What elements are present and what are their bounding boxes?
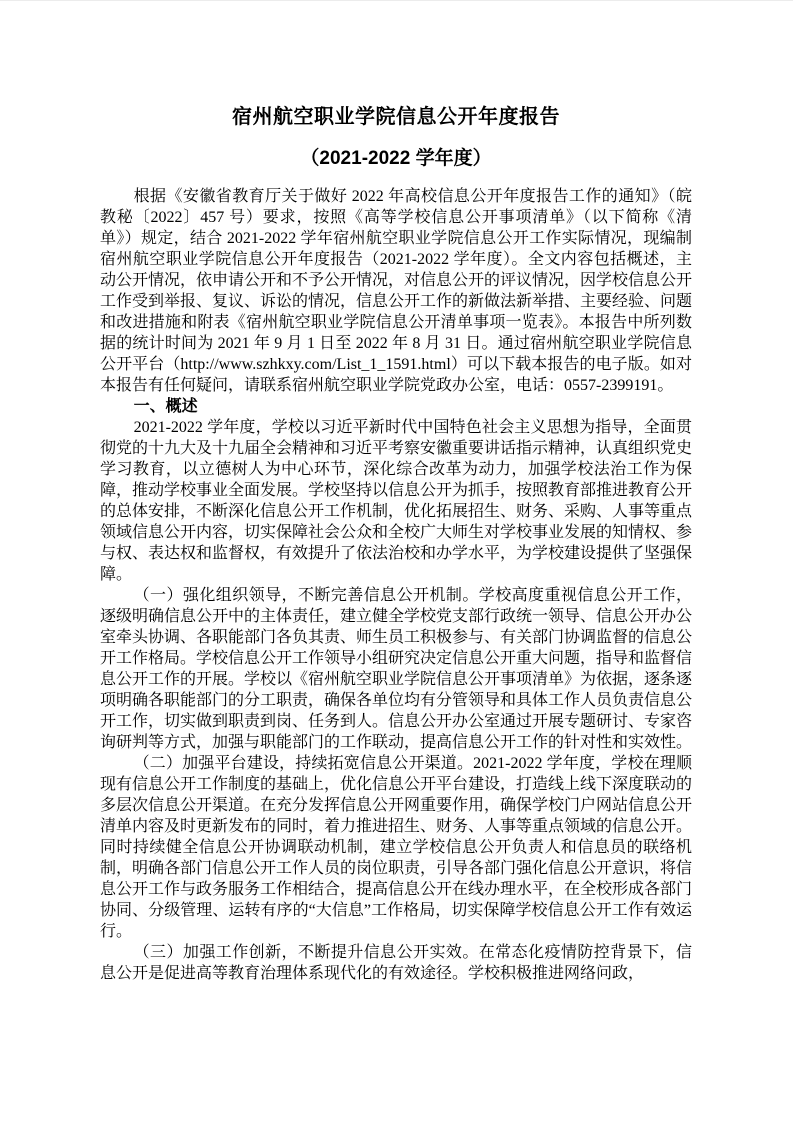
report-url-text: （http://www.szhkxy.com/List_1_1591.html） xyxy=(164,356,467,373)
document-subtitle: （2021-2022 学年度） xyxy=(300,148,492,169)
document-body xyxy=(100,186,692,984)
intro-text-after-url: 可以下载本报告的电子版。如对本报告有任何疑问，请联系宿州航空职业学院党政办公室，电话：0557-2399191。 xyxy=(100,356,692,394)
intro-paragraph xyxy=(100,186,692,396)
overview-point-3-paragraph: （三）加强工作创新，不断提升信息公开实效。在常态化疫情防控背景下，信息公开是促进高等教育治理体系现代化的有效途径。学校积极推进网络问政， xyxy=(100,944,692,982)
overview-point-1-paragraph: （一）强化组织领导，不断完善信息公开机制。学校高度重视信息公开工作，逐级明确信息公开中的主体责任，建立健全学校党支部行政统一领导、信息公开办公室牵头协调、各职能部门各负其责、师生员工积极参与、有关部门协调监督的信息公开工作格局。学校信息公开工作领导小组研究决定信息公开重大问题，指导和监督信息公开工作的开展。学校以《宿州航空职业学院信息公开事项清单》为依据，逐条逐项明确各职能部门的分工职责，确保各单位均有分管领导和具体工作人员负责信息公开工作，切实做到职责到岗、任务到人。信息公开办公室通过开展专题研讨、专家咨询研判等方式，加强与职能部门的工作联动，提高信息公开工作的针对性和实效性。 xyxy=(100,587,693,751)
overview-point-2-paragraph: （二）加强平台建设，持续拓宽信息公开渠道。2021-2022 学年度，学校在理顺现有信息公开工作制度的基础上，优化信息公开平台建设，打造线上线下深度联动的多层次信息公开渠道。在充分发挥信息公开网重要作用，确保学校门户网站信息公开清单内容及时更新发布的同时，着力推进招生、财务、人事等重点领域的信息公开。同时持续健全信息公开协调联动机制，建立学校信息公开负责人和信息员的联络机制，明确各部门信息公开工作人员的岗位职责，引导各部门强化信息公开意识，将信息公开工作与政务服务工作相结合，提高信息公开在线办理水平，在全校形成各部门协同、分级管理、运转有序的“大信息”工作格局，切实保障学校信息公开工作有效运行。 xyxy=(100,755,693,940)
overview-intro-paragraph: 2021-2022 学年度，学校以习近平新时代中国特色社会主义思想为指导，全面贯彻党的十九大及十九届全会精神和习近平考察安徽重要讲话指示精神，认真组织党史学习教育，以立德树人为中心环节，深化综合改革为动力，加强学校法治工作为保障，推动学校事业全面发展。学校坚持以信息公开为抓手，按照教育部推进教育公开的总体安排，不断深化信息公开工作机制，优化拓展招生、财务、采购、人事等重点领域信息公开内容，切实保障社会公众和全校广大师生对学校事业发展的知情权、参与权、表达权和监督权，有效提升了依法治校和办学水平，为学校建设提供了坚强保障。 xyxy=(100,419,693,583)
document-title: 宿州航空职业学院信息公开年度报告 xyxy=(232,106,560,128)
intro-text-before-url: 根据《安徽省教育厅关于做好 2022 年高校信息公开年度报告工作的通知》（皖教秘〔2022〕457 号）要求，按照《高等学校信息公开事项清单》（以下简称《清单》）规定，结合 2021-2022 学年宿州航空职业学院信息公开工作实际情况，现编制宿州航空职业学院信息公开年度报告（2021-2022 学年度）。全文内容包括概述，主动公开情况，依申请公开和不予公开情况，对信息公开的评议情况，因学校信息公开工作受到举报、复议、诉讼的情况，信息公开工作的新做法新举措、主要经验、问题和改进措施和附表《宿州航空职业学院信息公开清单事项一览表》。本报告中所列数据的统计时间为 2021 年 9 月 1 日至 2022 年 8 月 31 日。通过宿州航空职业学院信息公开平台 xyxy=(100,188,693,373)
section-heading-overview: 一、概述 xyxy=(133,398,198,415)
